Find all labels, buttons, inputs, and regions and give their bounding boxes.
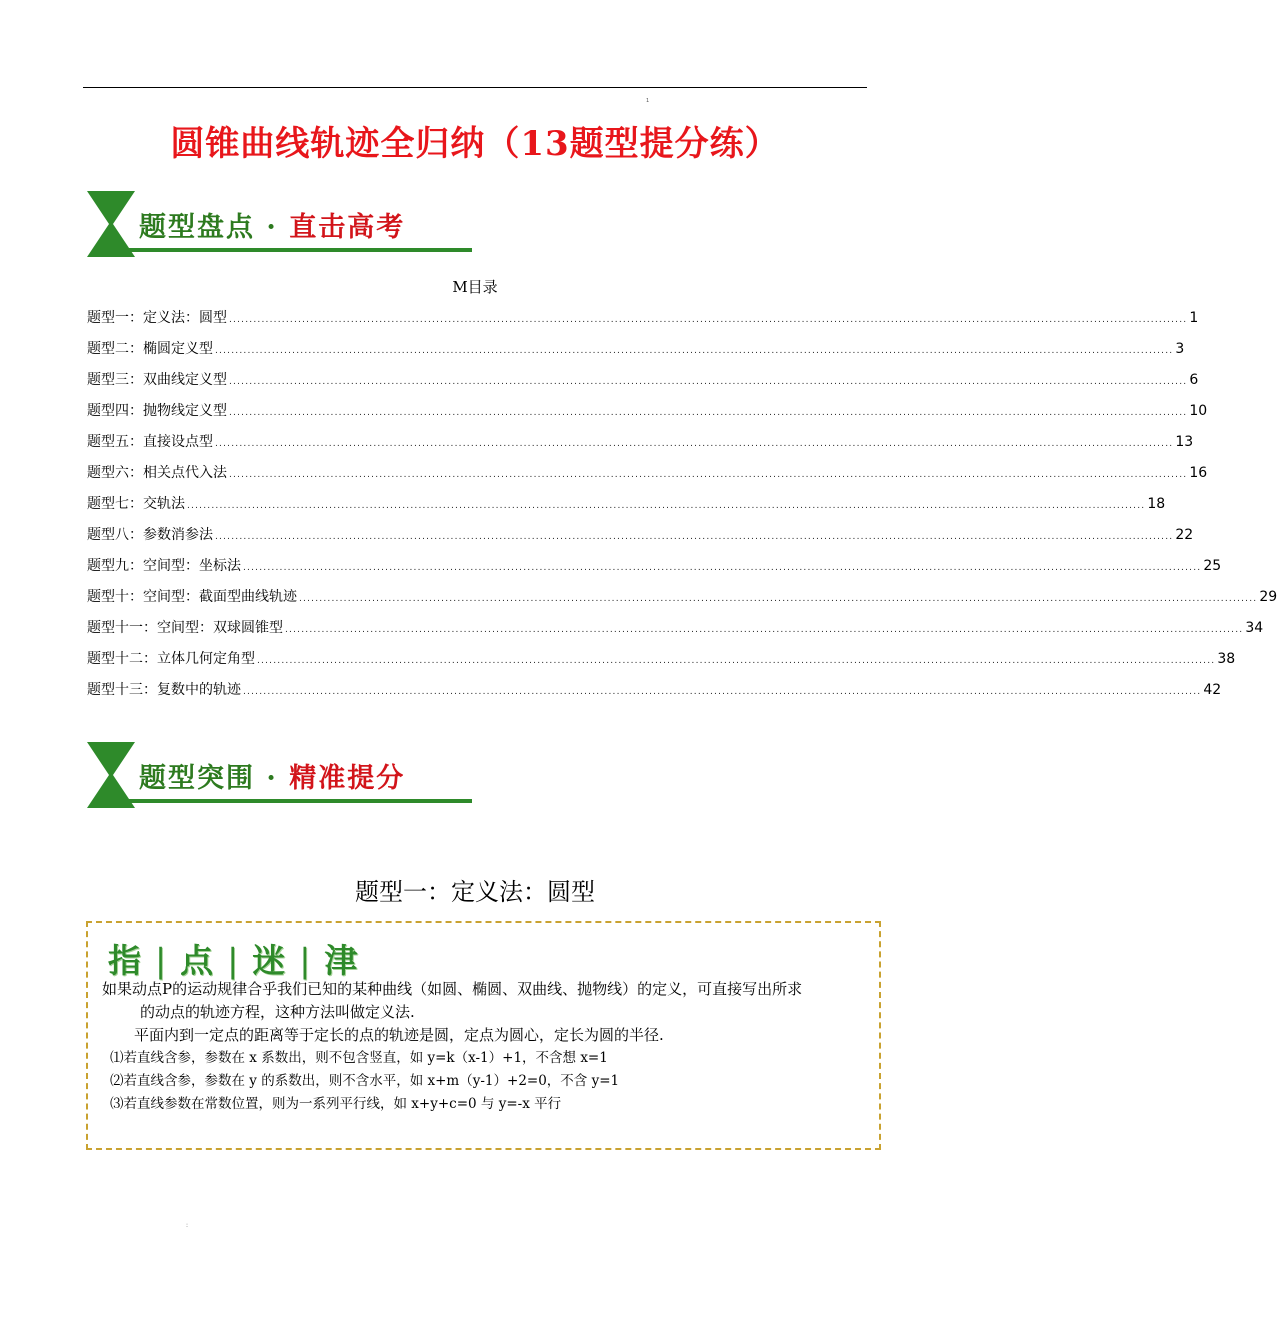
toc-item[interactable] bbox=[87, 555, 1222, 586]
toc-item-page: 22 bbox=[1175, 527, 1194, 543]
toc-item[interactable] bbox=[87, 679, 1222, 710]
toc-leader-dots: ............................................................................................................................................................................................................................................ bbox=[215, 346, 1174, 356]
tips-header-char: 点 bbox=[180, 941, 214, 980]
toc-leader-dots: ............................................................................................................................................................................................................................................ bbox=[215, 532, 1174, 542]
toc-item-label: 题型九：空间型：坐标法 bbox=[87, 558, 241, 574]
tips-body bbox=[102, 978, 872, 1116]
tips-header bbox=[108, 935, 357, 982]
toc-item-page: 1 bbox=[1189, 310, 1199, 326]
toc-item[interactable] bbox=[87, 493, 1166, 524]
toc-leader-dots: ............................................................................................................................................................................................................................................ bbox=[299, 594, 1258, 604]
tips-header-separator: | bbox=[155, 941, 167, 980]
banner-breakthrough-part2: 精准提分 bbox=[289, 763, 406, 794]
toc-item-label: 题型二：椭圆定义型 bbox=[87, 341, 213, 357]
toc-item[interactable] bbox=[87, 648, 1236, 679]
toc-item[interactable] bbox=[87, 369, 1199, 400]
toc-item[interactable] bbox=[87, 431, 1194, 462]
toc-item-page: 25 bbox=[1203, 558, 1222, 574]
toc-item-page: 10 bbox=[1189, 403, 1208, 419]
toc-item-label: 题型三：双曲线定义型 bbox=[87, 372, 227, 388]
toc-item[interactable] bbox=[87, 462, 1208, 493]
tips-header-separator: | bbox=[299, 941, 311, 980]
banner-breakthrough-text bbox=[139, 756, 405, 795]
toc-leader-dots: ............................................................................................................................................................................................................................................ bbox=[229, 470, 1188, 480]
banner-overview-dot: · bbox=[266, 212, 278, 243]
toc-leader-dots: ............................................................................................................................................................................................................................................ bbox=[229, 377, 1188, 387]
toc-item[interactable] bbox=[87, 400, 1208, 431]
tips-header-separator: | bbox=[227, 941, 239, 980]
toc-item-label: 题型十一：空间型：双球圆锥型 bbox=[87, 620, 283, 636]
section-title: 题型一：定义法：圆型 bbox=[355, 878, 595, 906]
toc-leader-dots: ............................................................................................................................................................................................................................................ bbox=[243, 563, 1202, 573]
tips-list-item: ⑴若直线含参，参数在 x 系数出，则不包含竖直，如 y=k（x-1）+1，不含想 x=1 bbox=[110, 1050, 608, 1066]
banner-breakthrough bbox=[87, 742, 477, 808]
toc-item-page: 6 bbox=[1189, 372, 1199, 388]
toc-item-label: 题型八：参数消参法 bbox=[87, 527, 213, 543]
toc-item-page: 38 bbox=[1217, 651, 1236, 667]
banner-breakthrough-part1: 题型突围 bbox=[139, 763, 255, 794]
toc-leader-dots: ............................................................................................................................................................................................................................................ bbox=[215, 439, 1174, 449]
document-title: 圆锥曲线轨迹全归纳（13题型提分练） bbox=[170, 124, 780, 164]
toc-item-page: 29 bbox=[1259, 589, 1277, 605]
toc-item-label: 题型七：交轨法 bbox=[87, 496, 185, 512]
tips-box bbox=[86, 921, 881, 1150]
toc-item-label: 题型一：定义法：圆型 bbox=[87, 310, 227, 326]
toc-leader-dots: ............................................................................................................................................................................................................................................ bbox=[229, 315, 1188, 325]
banner-overview-text bbox=[139, 205, 405, 244]
toc-leader-dots: ............................................................................................................................................................................................................................................ bbox=[187, 501, 1146, 511]
toc-item-page: 13 bbox=[1175, 434, 1194, 450]
banner-overview bbox=[87, 191, 477, 257]
toc-item[interactable] bbox=[87, 617, 1264, 648]
toc-item-page: 16 bbox=[1189, 465, 1208, 481]
toc-item[interactable] bbox=[87, 586, 1277, 617]
toc-item-label: 题型十三：复数中的轨迹 bbox=[87, 682, 241, 698]
toc-item[interactable] bbox=[87, 307, 1199, 338]
toc-item-label: 题型十二：立体几何定角型 bbox=[87, 651, 255, 667]
toc-item-label: 题型十：空间型：截面型曲线轨迹 bbox=[87, 589, 297, 605]
tips-paragraph: 平面内到一定点的距离等于定长的点的轨迹是圆，定点为圆心，定长为圆的半径. bbox=[134, 1026, 664, 1044]
tips-header-char: 迷 bbox=[252, 941, 286, 980]
toc-leader-dots: ............................................................................................................................................................................................................................................ bbox=[285, 625, 1244, 635]
banner-overview-part1: 题型盘点 bbox=[139, 212, 255, 243]
tips-list-item: ⑶若直线参数在常数位置，则为一系列平行线，如 x+y+c=0 与 y=-x 平行 bbox=[110, 1096, 562, 1112]
tips-header-char: 指 bbox=[108, 941, 141, 980]
toc-item[interactable] bbox=[87, 524, 1194, 555]
header-mark: 1 bbox=[646, 98, 650, 104]
toc-leader-dots: ............................................................................................................................................................................................................................................ bbox=[229, 408, 1188, 418]
tips-paragraph: 如果动点P的运动规律合乎我们已知的某种曲线（如圆、椭圆、双曲线、抛物线）的定义，可直接写出所求 bbox=[102, 980, 803, 998]
toc-item-label: 题型四：抛物线定义型 bbox=[87, 403, 227, 419]
toc-item-label: 题型六：相关点代入法 bbox=[87, 465, 227, 481]
toc-heading: M目录 bbox=[452, 278, 498, 296]
tips-header-char: 津 bbox=[324, 941, 358, 980]
toc-item-page: 18 bbox=[1147, 496, 1166, 512]
banner-breakthrough-dot: · bbox=[266, 763, 278, 794]
toc-item-page: 3 bbox=[1175, 341, 1185, 357]
table-of-contents bbox=[87, 307, 1277, 710]
header-rule bbox=[83, 87, 867, 88]
toc-leader-dots: ............................................................................................................................................................................................................................................ bbox=[257, 656, 1216, 666]
toc-item-page: 42 bbox=[1203, 682, 1222, 698]
tips-paragraph: 的动点的轨迹方程，这种方法叫做定义法. bbox=[140, 1003, 415, 1021]
toc-leader-dots: ............................................................................................................................................................................................................................................ bbox=[243, 687, 1202, 697]
footer-mark: : bbox=[186, 1222, 189, 1229]
toc-item[interactable] bbox=[87, 338, 1185, 369]
toc-item-label: 题型五：直接设点型 bbox=[87, 434, 213, 450]
toc-item-page: 34 bbox=[1245, 620, 1264, 636]
tips-list-item: ⑵若直线含参，参数在 y 的系数出，则不含水平，如 x+m（y-1）+2=0，不含 y=1 bbox=[110, 1073, 620, 1089]
banner-overview-part2: 直击高考 bbox=[289, 212, 406, 243]
